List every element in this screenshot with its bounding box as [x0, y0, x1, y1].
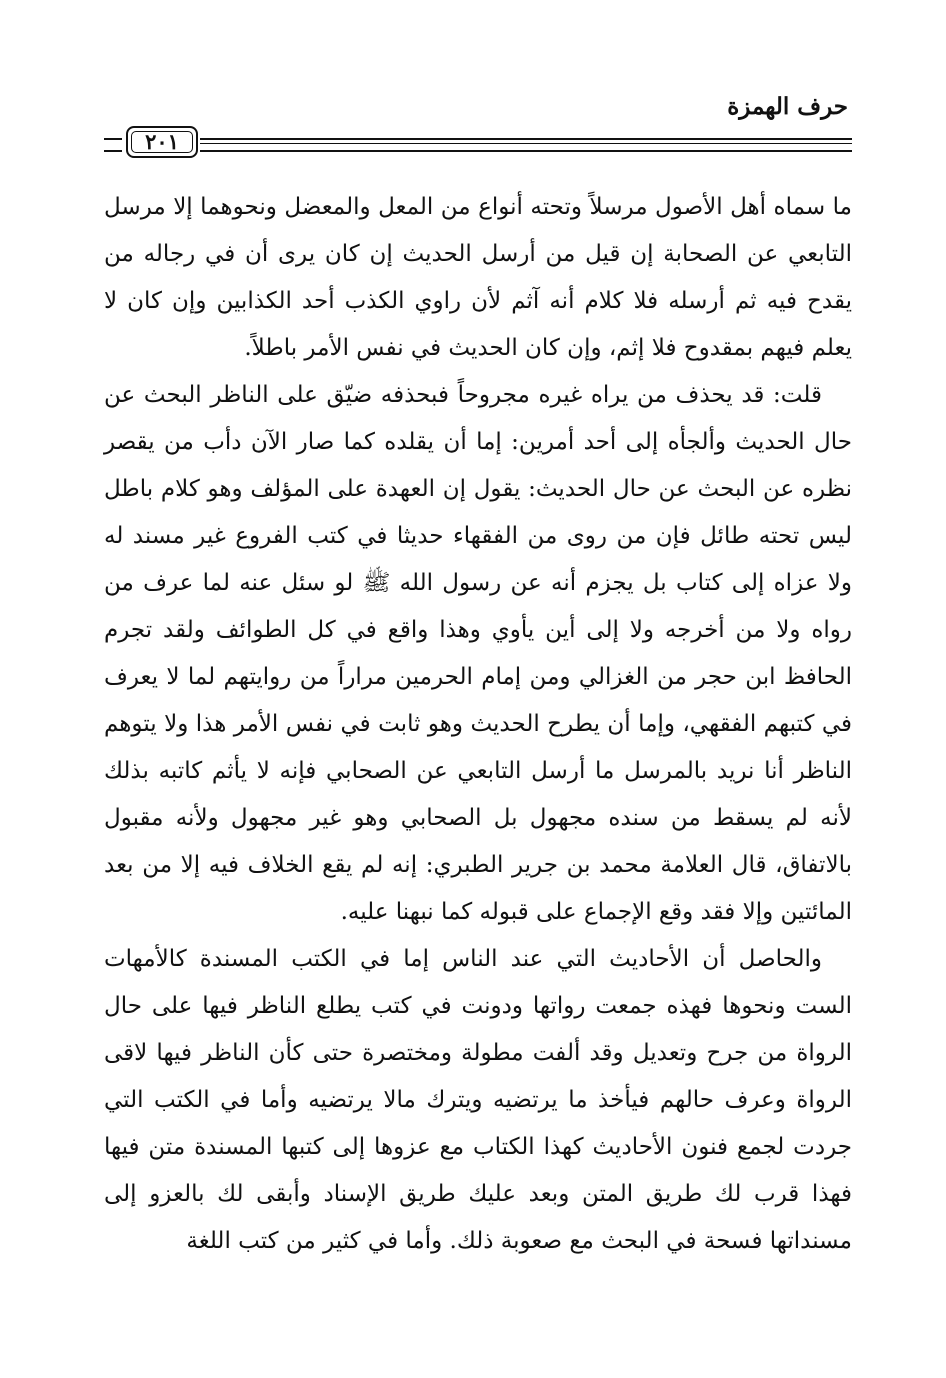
body-text — [104, 184, 852, 1265]
paragraph-hasil: والحاصل أن الأحاديث التي عند الناس إما في الكتب المسندة كالأمهات الست ونحوها فهذه جمعت رواتها ودونت في كتب يطلع الناظر فيها على حال الرواة من جرح وتعديل وقد ألفت مطولة ومختصرة حتى كأن الناظر فيها لاقى الرواة وعرف حالهم فيأخذ ما يرتضيه ويترك مالا يرتضيه وأما في الكتب التي جردت لجمع فنون الأحاديث كهذا الكتاب مع عزوها إلى كتبها المسندة متن فيها فهذا قرب لك طريق المتن وبعد عليك طريق الإسناد وأبقى لك بالعزو إلى مسنداتها فسحة في البحث مع صعوبة ذلك. وأما في كثير من كتب اللغة — [104, 946, 852, 1254]
paragraph-continuation: ما سماه أهل الأصول مرسلاً وتحته أنواع من المعل والمعضل ونحوهما إلا مرسل التابعي عن الصحابة إن قيل من أرسل الحديث إن كان يرى أن في رجاله من يقدح فيه ثم أرسله فلا كلام أنه آثم لأن راوي الكذب أحد الكذابين وإن كان لا يعلم فيهم بمقدوح فلا إثم، وإن كان الحديث في نفس الأمر باطلاً. — [104, 194, 852, 361]
rule-end-mark — [104, 138, 122, 152]
running-head-title: حرف الهمزة — [727, 93, 848, 120]
double-rule-line — [200, 138, 852, 152]
paragraph-qultu: قلت: قد يحذف من يراه غيره مجروحاً فبحذفه ضيّق على الناظر البحث عن حال الحديث وألجأه إلى أحد أمرين: إما أن يقلده كما صار الآن دأب من يقصر نظره عن البحث عن حال الحديث: يقول إن العهدة على المؤلف وهو كلام باطل ليس تحته طائل فإن من روى من الفقهاء حديثا في كتب الفروع غير مسند له ولا عزاه إلى كتاب بل يجزم أنه عن رسول الله ﷺ لو سئل عنه لما عرف من رواه ولا من أخرجه ولا إلى أين يأوي وهذا واقع في كل الطوائف ولقد تجرم الحافظ ابن حجر من الغزالي ومن إمام الحرمين مراراً من روايتهم لما لا يعرف في كتبهم الفقهي، وإما أن يطرح الحديث وهو ثابت في نفس الأمر هذا ولا يتوهم الناظر أنا نريد بالمرسل ما أرسل التابعي عن الصحابي فإنه لا يأثم كاتبه بذلك لأنه لم يسقط من سنده مجهول بل الصحابي وهو غير مجهول ولأنه مقبول بالاتفاق، قال العلامة محمد بن جرير الطبري: إنه لم يقع الخلاف فيه إلا من بعد المائتين وإلا فقد وقع الإجماع على قبوله كما نبهنا عليه. — [104, 382, 852, 925]
page-number: ٢٠١ — [126, 126, 198, 158]
header-rule — [104, 126, 852, 162]
